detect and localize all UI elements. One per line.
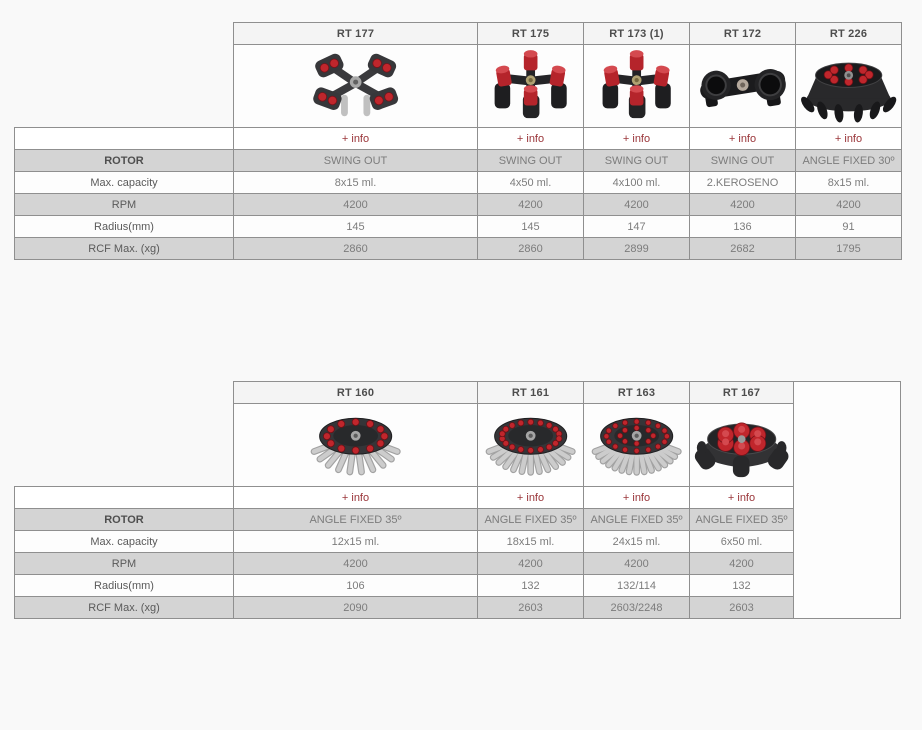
rt-160-rotor-type: ANGLE FIXED 35º: [234, 509, 478, 531]
rt-172-rcf-max: 2682: [690, 238, 796, 260]
rt-173-rpm: 4200: [584, 194, 690, 216]
rt-160-info-cell: [234, 487, 478, 509]
angle-fixed-rotors-table: [14, 381, 901, 619]
rt-167-radius: 132: [690, 575, 794, 597]
row-label-rpm: RPM: [15, 553, 234, 575]
rt-161-rotor-type: ANGLE FIXED 35º: [478, 509, 584, 531]
rt-163-rcf-max: 2603/2248: [584, 597, 690, 619]
empty-spacer-cell: [794, 382, 901, 619]
rt-173-radius: 147: [584, 216, 690, 238]
row-label-rcf-max: RCF Max. (xg): [15, 238, 234, 260]
table-corner-spacer: [15, 382, 234, 487]
rt-177-info-link[interactable]: + info: [341, 132, 370, 145]
rt-163-max-capacity: 24x15 ml.: [584, 531, 690, 553]
rt-226-image-cell: [796, 45, 902, 128]
rt-177-rotor-photo: [234, 45, 477, 127]
rt-226-max-capacity: 8x15 ml.: [796, 172, 902, 194]
rt-167-image-cell: [690, 404, 794, 487]
rt-177-rcf-max: 2860: [234, 238, 478, 260]
rt-175-info-cell: [478, 128, 584, 150]
rt-163-rpm: 4200: [584, 553, 690, 575]
rt-173-image-cell: [584, 45, 690, 128]
rt-163-rotor-photo: [584, 404, 689, 486]
rt-175-rotor-photo: [478, 45, 583, 127]
table-corner-spacer: [15, 23, 234, 128]
rt-163-info-cell: [584, 487, 690, 509]
rt-163-rotor-type: ANGLE FIXED 35º: [584, 509, 690, 531]
rt-167-info-cell: [690, 487, 794, 509]
rt-173-rcf-max: 2899: [584, 238, 690, 260]
rt-226-rotor-photo: [796, 45, 901, 127]
column-header-rt-167: RT 167: [690, 382, 794, 404]
info-row-spacer-cell: [15, 487, 234, 509]
swing-out-rotors-table: [14, 22, 902, 260]
rt-175-radius: 145: [478, 216, 584, 238]
rt-175-rpm: 4200: [478, 194, 584, 216]
rt-172-info-link[interactable]: + info: [728, 132, 757, 145]
row-label-rotor: ROTOR: [15, 150, 234, 172]
rt-172-rotor-photo: [690, 45, 795, 127]
rt-167-max-capacity: 6x50 ml.: [690, 531, 794, 553]
rt-160-rotor-photo: [234, 404, 477, 486]
rt-160-image-cell: [234, 404, 478, 487]
column-header-rt-172: RT 172: [690, 23, 796, 45]
rt-226-info-link[interactable]: + info: [834, 132, 863, 145]
rt-163-radius: 132/114: [584, 575, 690, 597]
row-label-radius: Radius(mm): [15, 216, 234, 238]
row-label-rcf-max: RCF Max. (xg): [15, 597, 234, 619]
rt-175-image-cell: [478, 45, 584, 128]
rt-167-info-link[interactable]: + info: [727, 491, 756, 504]
rt-175-info-link[interactable]: + info: [516, 132, 545, 145]
rt-161-info-link[interactable]: + info: [516, 491, 545, 504]
rt-173-info-link[interactable]: + info: [622, 132, 651, 145]
column-header-rt-173-1: RT 173 (1): [584, 23, 690, 45]
row-label-max-capacity: Max. capacity: [15, 531, 234, 553]
column-header-rt-177: RT 177: [234, 23, 478, 45]
column-header-rt-175: RT 175: [478, 23, 584, 45]
rt-177-radius: 145: [234, 216, 478, 238]
rt-173-rotor-type: SWING OUT: [584, 150, 690, 172]
rt-160-radius: 106: [234, 575, 478, 597]
rt-160-rcf-max: 2090: [234, 597, 478, 619]
rt-226-rotor-type: ANGLE FIXED 30º: [796, 150, 902, 172]
column-header-rt-163: RT 163: [584, 382, 690, 404]
row-label-radius: Radius(mm): [15, 575, 234, 597]
rt-177-rotor-type: SWING OUT: [234, 150, 478, 172]
row-label-rotor: ROTOR: [15, 509, 234, 531]
rt-167-rcf-max: 2603: [690, 597, 794, 619]
rt-226-radius: 91: [796, 216, 902, 238]
rt-172-radius: 136: [690, 216, 796, 238]
rt-167-rotor-type: ANGLE FIXED 35º: [690, 509, 794, 531]
rt-160-info-link[interactable]: + info: [341, 491, 370, 504]
rt-172-rotor-type: SWING OUT: [690, 150, 796, 172]
row-label-max-capacity: Max. capacity: [15, 172, 234, 194]
rt-161-radius: 132: [478, 575, 584, 597]
rt-172-info-cell: [690, 128, 796, 150]
rt-175-rotor-type: SWING OUT: [478, 150, 584, 172]
column-header-rt-226: RT 226: [796, 23, 902, 45]
rt-173-rotor-photo: [584, 45, 689, 127]
rt-160-rpm: 4200: [234, 553, 478, 575]
rt-172-max-capacity: 2.KEROSENO: [690, 172, 796, 194]
rt-167-rpm: 4200: [690, 553, 794, 575]
rt-172-image-cell: [690, 45, 796, 128]
rt-161-rpm: 4200: [478, 553, 584, 575]
row-label-rpm: RPM: [15, 194, 234, 216]
rt-173-info-cell: [584, 128, 690, 150]
rt-226-rcf-max: 1795: [796, 238, 902, 260]
rt-161-info-cell: [478, 487, 584, 509]
rt-172-rpm: 4200: [690, 194, 796, 216]
rt-163-image-cell: [584, 404, 690, 487]
rt-173-max-capacity: 4x100 ml.: [584, 172, 690, 194]
rt-175-rcf-max: 2860: [478, 238, 584, 260]
rt-177-info-cell: [234, 128, 478, 150]
rt-161-rcf-max: 2603: [478, 597, 584, 619]
rt-226-info-cell: [796, 128, 902, 150]
rt-167-rotor-photo: [690, 404, 793, 486]
rt-175-max-capacity: 4x50 ml.: [478, 172, 584, 194]
rt-161-rotor-photo: [478, 404, 583, 486]
rt-177-image-cell: [234, 45, 478, 128]
column-header-rt-161: RT 161: [478, 382, 584, 404]
rt-226-rpm: 4200: [796, 194, 902, 216]
rt-160-max-capacity: 12x15 ml.: [234, 531, 478, 553]
rt-161-image-cell: [478, 404, 584, 487]
rt-177-rpm: 4200: [234, 194, 478, 216]
rt-163-info-link[interactable]: + info: [622, 491, 651, 504]
rt-161-max-capacity: 18x15 ml.: [478, 531, 584, 553]
info-row-spacer-cell: [15, 128, 234, 150]
rt-177-max-capacity: 8x15 ml.: [234, 172, 478, 194]
column-header-rt-160: RT 160: [234, 382, 478, 404]
